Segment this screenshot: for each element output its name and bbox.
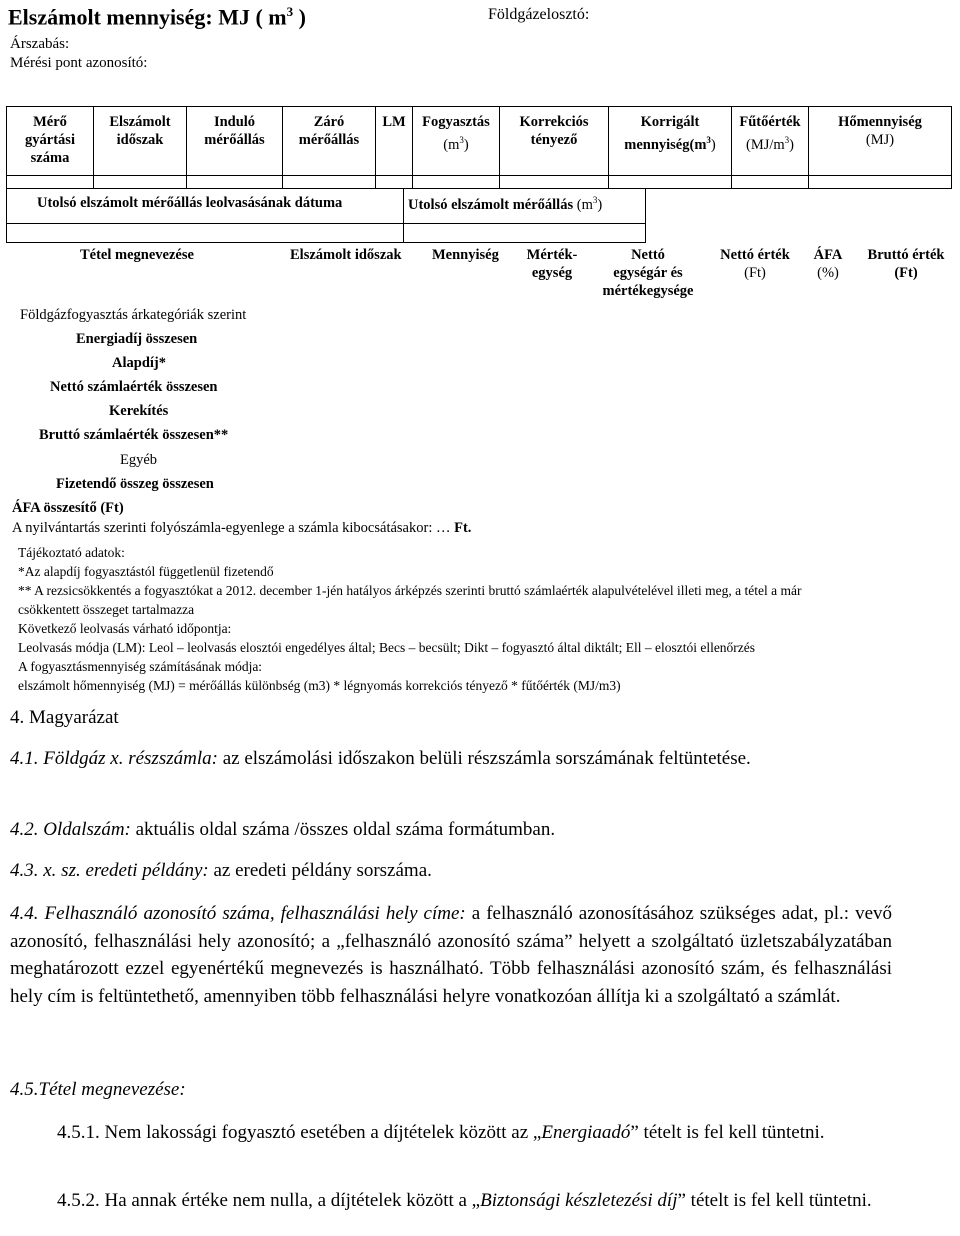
notes-reduction-2: csökkentett összeget tartalmazza <box>18 602 195 617</box>
col-start-reading: Induló mérőállás <box>187 107 283 176</box>
paragraph-4-5-2: 4.5.2. Ha annak értéke nem nulla, a díjtételek között a „Biztonsági készletezési díj” tételt is fel kell tüntetni. <box>57 1190 872 1211</box>
title-sup: 3 <box>286 4 294 19</box>
tariff-label: Árszabás: <box>10 36 70 52</box>
paragraph-4-5-1: 4.5.1. Nem lakossági fogyasztó esetében a díjtételek között az „Energiaadó” tételt is fel kell tüntetni. <box>57 1122 825 1143</box>
meter-table-empty-row <box>7 176 952 189</box>
list-item: Energiadíj összesen <box>76 331 198 347</box>
list-item: Földgázfogyasztás árkategóriák szerint <box>20 307 247 323</box>
header-net-unit-price: Nettó egységár és mértékegysége <box>602 247 694 299</box>
page-title <box>8 4 306 30</box>
notes-reduction-1: ** A rezsicsökkentés a fogyasztókat a 2012. december 1-jén hatályos árképzés szerinti bruttó számlaérték alapulvételével illeti meg, a tétel a már <box>18 583 802 598</box>
col-consumption: Fogyasztás $(m^3)$ <box>413 107 500 176</box>
last-reading-date-label: Utolsó elszámolt mérőállás leolvasásának dátuma <box>7 189 404 224</box>
distributor-label: Földgázelosztó: <box>488 6 590 23</box>
col-heat-quantity: Hőmennyiség (MJ) <box>809 107 952 176</box>
balance-line: A nyilvántartás szerinti folyószámla-egyenlege a számla kibocsátásakor: … Ft. <box>12 520 472 536</box>
col-end-reading: Záró mérőállás <box>283 107 376 176</box>
col-calorific-value: Fűtőérték $(MJ/m^3)$ <box>732 107 809 176</box>
paragraph-4-5: 4.5.Tétel megnevezése: <box>10 1079 186 1100</box>
list-item: Nettó számlaérték összesen <box>50 379 218 395</box>
notes-reading-method: Leolvasás módja (LM): Leol – leolvasás elosztói engedélyes által; Becs – becsült; Dikt – fogyasztó által diktált; Ell – elosztói ellenőrzés <box>18 640 756 655</box>
list-item: ÁFA összesítő (Ft) <box>12 500 124 516</box>
notes-info: Tájékoztató adatok: <box>18 545 125 560</box>
list-item: Alapdíj* <box>112 355 166 371</box>
title-text: Elszámolt mennyiség: MJ ( m <box>8 4 287 30</box>
list-item: Egyéb <box>120 452 158 468</box>
explanation-heading: 4. Magyarázat <box>10 707 119 728</box>
last-reading-value-label: Utolsó elszámolt mérőállás $(m^3)$ <box>404 189 646 224</box>
paragraph-4-1: 4.1. Földgáz x. részszámla: az elszámolási időszakon belüli részszámla sorszámának feltüntetése. <box>10 748 751 769</box>
list-item: Kerekítés <box>109 403 169 419</box>
last-reading-empty-row <box>7 224 646 243</box>
notes-block <box>18 543 948 695</box>
notes-calc-method: A fogyasztásmennyiség számításának módja: <box>18 659 263 674</box>
header-period: Elszámolt időszak <box>290 247 402 263</box>
last-reading-table <box>6 188 646 243</box>
header-gross-value: Bruttó érték (Ft) <box>867 247 945 281</box>
title-suffix: ) <box>298 4 306 30</box>
list-item: Fizetendő összeg összesen <box>56 476 214 492</box>
meter-table <box>6 106 952 189</box>
header-unit: Mérték- egység <box>526 247 578 281</box>
list-item: Bruttó számlaérték összesen** <box>39 427 229 443</box>
col-corrected-quantity: Korrigált $mennyiség(m^3)$ <box>609 107 732 176</box>
header-quantity: Mennyiség <box>432 247 499 263</box>
paragraph-4-3: 4.3. x. sz. eredeti példány: az eredeti példány sorszáma. <box>10 860 432 881</box>
notes-next-reading: Következő leolvasás várható időpontja: <box>18 621 232 636</box>
col-correction-factor: Korrekciós tényező <box>500 107 609 176</box>
header-vat: ÁFA (%) <box>813 247 843 281</box>
paragraph-4-4: 4.4. Felhasználó azonosító száma, felhasználási hely címe: a felhasználó azonosításához szükséges adat, pl.: vevő azonosító, felhasználási hely azonosító; a „felhasználó azonosító száma” helyett a szolgáltató üzletszabályzatában meghatározott ezzel egyenértékű megnevezés is használható. Több felhasználási azonosító szám, és felhasználási hely cím is feltüntethető, amennyiben több felhasználási helyre vonatkozóan állítja ki a szolgáltató a számlát. <box>10 903 893 1007</box>
paragraph-4-2: 4.2. Oldalszám: aktuális oldal száma /összes oldal száma formátumban. <box>10 819 556 840</box>
meter-table-header <box>7 107 952 176</box>
col-billing-period: Elszámolt időszak <box>94 107 187 176</box>
notes-basic-fee: *Az alapdíj fogyasztástól függetlenül fizetendő <box>18 564 274 579</box>
col-meter-serial: Mérő gyártási száma <box>7 107 94 176</box>
header-net-value: Nettó érték (Ft) <box>720 247 790 281</box>
notes-formula: elszámolt hőmennyiség (MJ) = mérőállás különbség (m3) * légnyomás korrekciós tényező * fűtőérték (MJ/m3) <box>18 678 621 693</box>
header-item-name: Tétel megnevezése <box>80 247 194 263</box>
meter-point-label: Mérési pont azonosító: <box>10 55 148 71</box>
col-reading-method: LM <box>376 107 413 176</box>
